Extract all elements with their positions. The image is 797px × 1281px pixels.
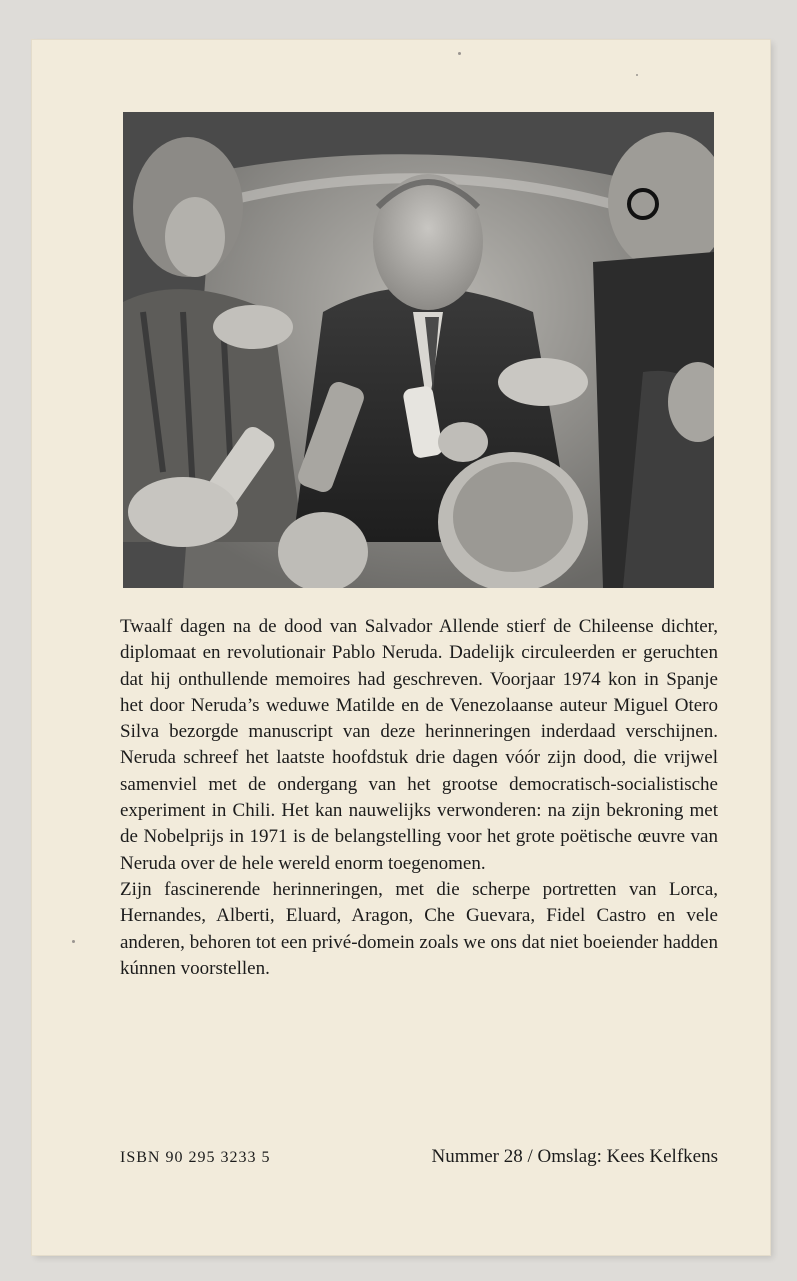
blurb-paragraph-2: Zijn fascinerende herinneringen, met die scherpe portretten van Lorca, Hernandes, Alberti, Eluard, Aragon, Che Guevara, Fidel Castro en vele anderen, behoren tot een privé-domein zoals we ons dat niet boeiender hadden kúnnen voorstellen. [120,878,718,979]
paper-speck [72,940,75,943]
blurb-text [120,614,718,982]
photo-icon [123,112,714,588]
isbn-number: ISBN 90 295 3233 5 [120,1149,271,1166]
book-back-cover [32,40,770,1255]
cover-footer [120,1146,718,1168]
cover-photograph [123,112,714,588]
paper-speck [458,52,461,55]
blurb-paragraph-1: Twaalf dagen na de dood van Salvador Allende stierf de Chileense dichter, diplomaat en revolutionair Pablo Neruda. Dadelijk circuleerden er geruchten dat hij onthullende memoires had geschreven. Voorjaar 1974 kon in Spanje het door Neruda’s weduwe Matilde en de Venezolaanse auteur Miguel Otero Silva bezorgde manuscript van deze herinneringen inderdaad verschijnen. Neruda schreef het laatste hoofdstuk drie dagen vóór zijn dood, die vrijwel samenviel met de ondergang van het grootse democratisch-socialistische experiment in Chili. Het kan nauwelijks verwonderen: na zijn bekroning met de Nobelprijs in 1971 is de belangstelling voor het grote poëtische œuvre van Neruda over de hele wereld enorm toegenomen. [120,616,718,874]
paper-speck [636,74,638,76]
series-credits: Nummer 28 / Omslag: Kees Kelfkens [431,1146,718,1167]
